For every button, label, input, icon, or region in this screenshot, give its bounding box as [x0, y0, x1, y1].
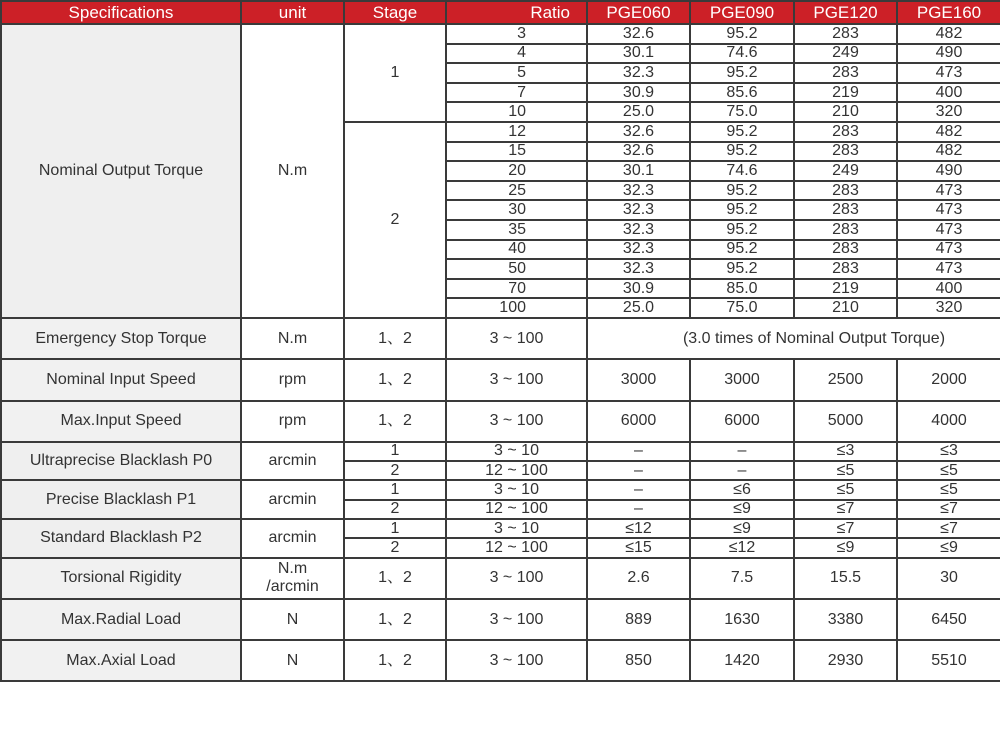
header-unit: unit: [241, 1, 344, 24]
value-cell: –: [587, 461, 690, 480]
value-cell: 30: [897, 558, 1000, 599]
spec-label-ultraprecise-backlash-p0: Ultraprecise Blacklash P0: [1, 442, 241, 481]
spec-label-nominal-output-torque: Nominal Output Torque: [1, 24, 241, 318]
value-cell: 32.6: [587, 24, 690, 44]
value-cell: 30.9: [587, 83, 690, 103]
value-cell: 6000: [587, 401, 690, 442]
value-cell: ≤5: [794, 461, 897, 480]
ratio-cell: 7: [446, 83, 587, 103]
value-cell: ≤9: [690, 500, 794, 519]
stage-2: 2: [344, 122, 446, 318]
value-cell: ≤5: [897, 480, 1000, 499]
value-cell: 490: [897, 44, 1000, 64]
unit-cell: N: [241, 640, 344, 681]
value-cell: ≤3: [794, 442, 897, 461]
ratio-cell: 3: [446, 24, 587, 44]
value-cell: 95.2: [690, 240, 794, 260]
value-cell: 4000: [897, 401, 1000, 442]
ratio-cell: 5: [446, 63, 587, 83]
value-cell: ≤12: [690, 538, 794, 557]
value-cell: 32.3: [587, 63, 690, 83]
value-cell: 210: [794, 102, 897, 122]
value-cell: 219: [794, 83, 897, 103]
value-cell: 75.0: [690, 102, 794, 122]
value-cell: 95.2: [690, 122, 794, 142]
value-cell: 249: [794, 44, 897, 64]
ratio-cell: 3 ~ 10: [446, 519, 587, 538]
value-cell: 32.3: [587, 220, 690, 240]
header-ratio: Ratio: [446, 1, 587, 24]
stage-cell: 1、2: [344, 318, 446, 359]
ratio-cell: 3 ~ 100: [446, 558, 587, 599]
value-cell: 25.0: [587, 298, 690, 318]
value-cell: 1630: [690, 599, 794, 640]
value-cell: 889: [587, 599, 690, 640]
value-cell: –: [587, 442, 690, 461]
stage-cell: 2: [344, 500, 446, 519]
stage-cell: 1、2: [344, 599, 446, 640]
value-cell: 283: [794, 142, 897, 162]
value-cell: –: [690, 442, 794, 461]
table-header: [1, 1, 1000, 24]
ratio-cell: 20: [446, 161, 587, 181]
value-cell: 850: [587, 640, 690, 681]
value-cell: 473: [897, 259, 1000, 279]
stage-cell: 1: [344, 519, 446, 538]
unit-cell: arcmin: [241, 480, 344, 519]
value-cell: 283: [794, 220, 897, 240]
value-cell: ≤12: [587, 519, 690, 538]
ratio-cell: 3 ~ 10: [446, 442, 587, 461]
header-pge120: PGE120: [794, 1, 897, 24]
value-cell: 95.2: [690, 200, 794, 220]
value-cell: 400: [897, 279, 1000, 299]
value-cell: ≤9: [794, 538, 897, 557]
spec-label-standard-backlash-p2: Standard Blacklash P2: [1, 519, 241, 558]
unit-nominal-output-torque: N.m: [241, 24, 344, 318]
value-cell: 473: [897, 181, 1000, 201]
value-cell: 6000: [690, 401, 794, 442]
ratio-cell: 3 ~ 100: [446, 640, 587, 681]
value-cell: 320: [897, 102, 1000, 122]
value-cell: ≤7: [897, 500, 1000, 519]
stage-cell: 1、2: [344, 640, 446, 681]
value-cell: 283: [794, 122, 897, 142]
table-row: [1, 359, 1000, 400]
header-pge160: PGE160: [897, 1, 1000, 24]
header-pge060: PGE060: [587, 1, 690, 24]
ratio-cell: 100: [446, 298, 587, 318]
ratio-cell: 12 ~ 100: [446, 461, 587, 480]
value-cell: 249: [794, 161, 897, 181]
value-cell: –: [690, 461, 794, 480]
value-cell: ≤9: [897, 538, 1000, 557]
unit-cell: [241, 558, 344, 599]
value-cell: 74.6: [690, 161, 794, 181]
value-cell: 95.2: [690, 181, 794, 201]
spec-label-torsional-rigidity: Torsional Rigidity: [1, 558, 241, 599]
value-cell: 2000: [897, 359, 1000, 400]
value-cell: 95.2: [690, 24, 794, 44]
ratio-cell: 70: [446, 279, 587, 299]
spec-label-nominal-input-speed: Nominal Input Speed: [1, 359, 241, 400]
value-cell: 15.5: [794, 558, 897, 599]
stage-cell: 1、2: [344, 359, 446, 400]
table-row: [1, 24, 1000, 44]
value-cell: –: [587, 480, 690, 499]
stage-cell: 2: [344, 538, 446, 557]
value-cell: 95.2: [690, 142, 794, 162]
ratio-cell: 10: [446, 102, 587, 122]
unit-cell: arcmin: [241, 442, 344, 481]
value-cell: 6450: [897, 599, 1000, 640]
value-cell: ≤15: [587, 538, 690, 557]
stage-cell: 1: [344, 442, 446, 461]
table-row: [1, 519, 1000, 538]
unit-cell: N.m: [241, 318, 344, 359]
value-cell: 283: [794, 259, 897, 279]
ratio-cell: 3 ~ 100: [446, 599, 587, 640]
value-cell: 30.1: [587, 44, 690, 64]
value-cell: ≤7: [897, 519, 1000, 538]
spec-label-max-input-speed: Max.Input Speed: [1, 401, 241, 442]
stage-cell: 2: [344, 461, 446, 480]
value-cell: 210: [794, 298, 897, 318]
value-cell: 32.6: [587, 122, 690, 142]
value-cell: 320: [897, 298, 1000, 318]
value-cell: 3380: [794, 599, 897, 640]
value-cell: 283: [794, 181, 897, 201]
value-cell: 283: [794, 200, 897, 220]
table-row: [1, 640, 1000, 681]
value-cell: 32.6: [587, 142, 690, 162]
ratio-cell: 3 ~ 100: [446, 359, 587, 400]
unit-cell: arcmin: [241, 519, 344, 558]
value-cell: 85.0: [690, 279, 794, 299]
header-pge090: PGE090: [690, 1, 794, 24]
value-cell: ≤9: [690, 519, 794, 538]
spec-label-precise-backlash-p1: Precise Blacklash P1: [1, 480, 241, 519]
value-cell: 1420: [690, 640, 794, 681]
ratio-cell: 40: [446, 240, 587, 260]
table-row: [1, 480, 1000, 499]
value-cell: –: [587, 500, 690, 519]
value-cell: 219: [794, 279, 897, 299]
value-cell: 30.9: [587, 279, 690, 299]
value-cell: 32.3: [587, 200, 690, 220]
unit-line-2: /arcmin: [266, 578, 319, 596]
value-cell: 95.2: [690, 220, 794, 240]
value-cell: 473: [897, 200, 1000, 220]
value-cell: 85.6: [690, 83, 794, 103]
value-cell: 2930: [794, 640, 897, 681]
value-cell: ≤7: [794, 519, 897, 538]
value-cell: 490: [897, 161, 1000, 181]
value-cell: ≤5: [794, 480, 897, 499]
header-stage: Stage: [344, 1, 446, 24]
spec-label-emergency-stop-torque: Emergency Stop Torque: [1, 318, 241, 359]
stage-1: 1: [344, 24, 446, 122]
stage-cell: 1、2: [344, 401, 446, 442]
value-cell: 32.3: [587, 181, 690, 201]
ratio-cell: 12 ~ 100: [446, 500, 587, 519]
value-cell: 25.0: [587, 102, 690, 122]
value-cell: 74.6: [690, 44, 794, 64]
value-cell: 32.3: [587, 240, 690, 260]
ratio-cell: 12 ~ 100: [446, 538, 587, 557]
unit-cell: N: [241, 599, 344, 640]
value-cell: 32.3: [587, 259, 690, 279]
value-cell: 283: [794, 24, 897, 44]
value-cell: ≤7: [794, 500, 897, 519]
header-specifications: Specifications: [1, 1, 241, 24]
ratio-cell: 12: [446, 122, 587, 142]
value-cell: 2500: [794, 359, 897, 400]
value-cell: 95.2: [690, 63, 794, 83]
value-cell: 482: [897, 142, 1000, 162]
ratio-cell: 15: [446, 142, 587, 162]
value-cell: 3000: [690, 359, 794, 400]
value-cell: 482: [897, 122, 1000, 142]
unit-cell: rpm: [241, 359, 344, 400]
unit-line-1: N.m: [277, 559, 308, 577]
ratio-cell: 25: [446, 181, 587, 201]
value-cell: 2.6: [587, 558, 690, 599]
ratio-cell: 35: [446, 220, 587, 240]
value-cell: 400: [897, 83, 1000, 103]
value-cell: 75.0: [690, 298, 794, 318]
value-cell: 482: [897, 24, 1000, 44]
ratio-cell: 50: [446, 259, 587, 279]
value-cell: 283: [794, 63, 897, 83]
value-cell: 5510: [897, 640, 1000, 681]
stage-cell: 1: [344, 480, 446, 499]
ratio-cell: 30: [446, 200, 587, 220]
spec-label-max-axial-load: Max.Axial Load: [1, 640, 241, 681]
emergency-note: (3.0 times of Nominal Output Torque): [587, 318, 1000, 359]
value-cell: 473: [897, 220, 1000, 240]
value-cell: 5000: [794, 401, 897, 442]
ratio-cell: 4: [446, 44, 587, 64]
value-cell: 95.2: [690, 259, 794, 279]
table-body: [1, 24, 1000, 681]
value-cell: 473: [897, 63, 1000, 83]
table-row: [1, 401, 1000, 442]
table-row: [1, 318, 1000, 359]
ratio-cell: 3 ~ 10: [446, 480, 587, 499]
value-cell: 7.5: [690, 558, 794, 599]
ratio-cell: 3 ~ 100: [446, 318, 587, 359]
table-row: [1, 442, 1000, 461]
value-cell: ≤6: [690, 480, 794, 499]
unit-cell: rpm: [241, 401, 344, 442]
value-cell: ≤5: [897, 461, 1000, 480]
value-cell: 283: [794, 240, 897, 260]
table-row: [1, 558, 1000, 599]
value-cell: 473: [897, 240, 1000, 260]
value-cell: ≤3: [897, 442, 1000, 461]
value-cell: 30.1: [587, 161, 690, 181]
value-cell: 3000: [587, 359, 690, 400]
table-row: [1, 599, 1000, 640]
stage-cell: 1、2: [344, 558, 446, 599]
ratio-cell: 3 ~ 100: [446, 401, 587, 442]
spec-label-max-radial-load: Max.Radial Load: [1, 599, 241, 640]
